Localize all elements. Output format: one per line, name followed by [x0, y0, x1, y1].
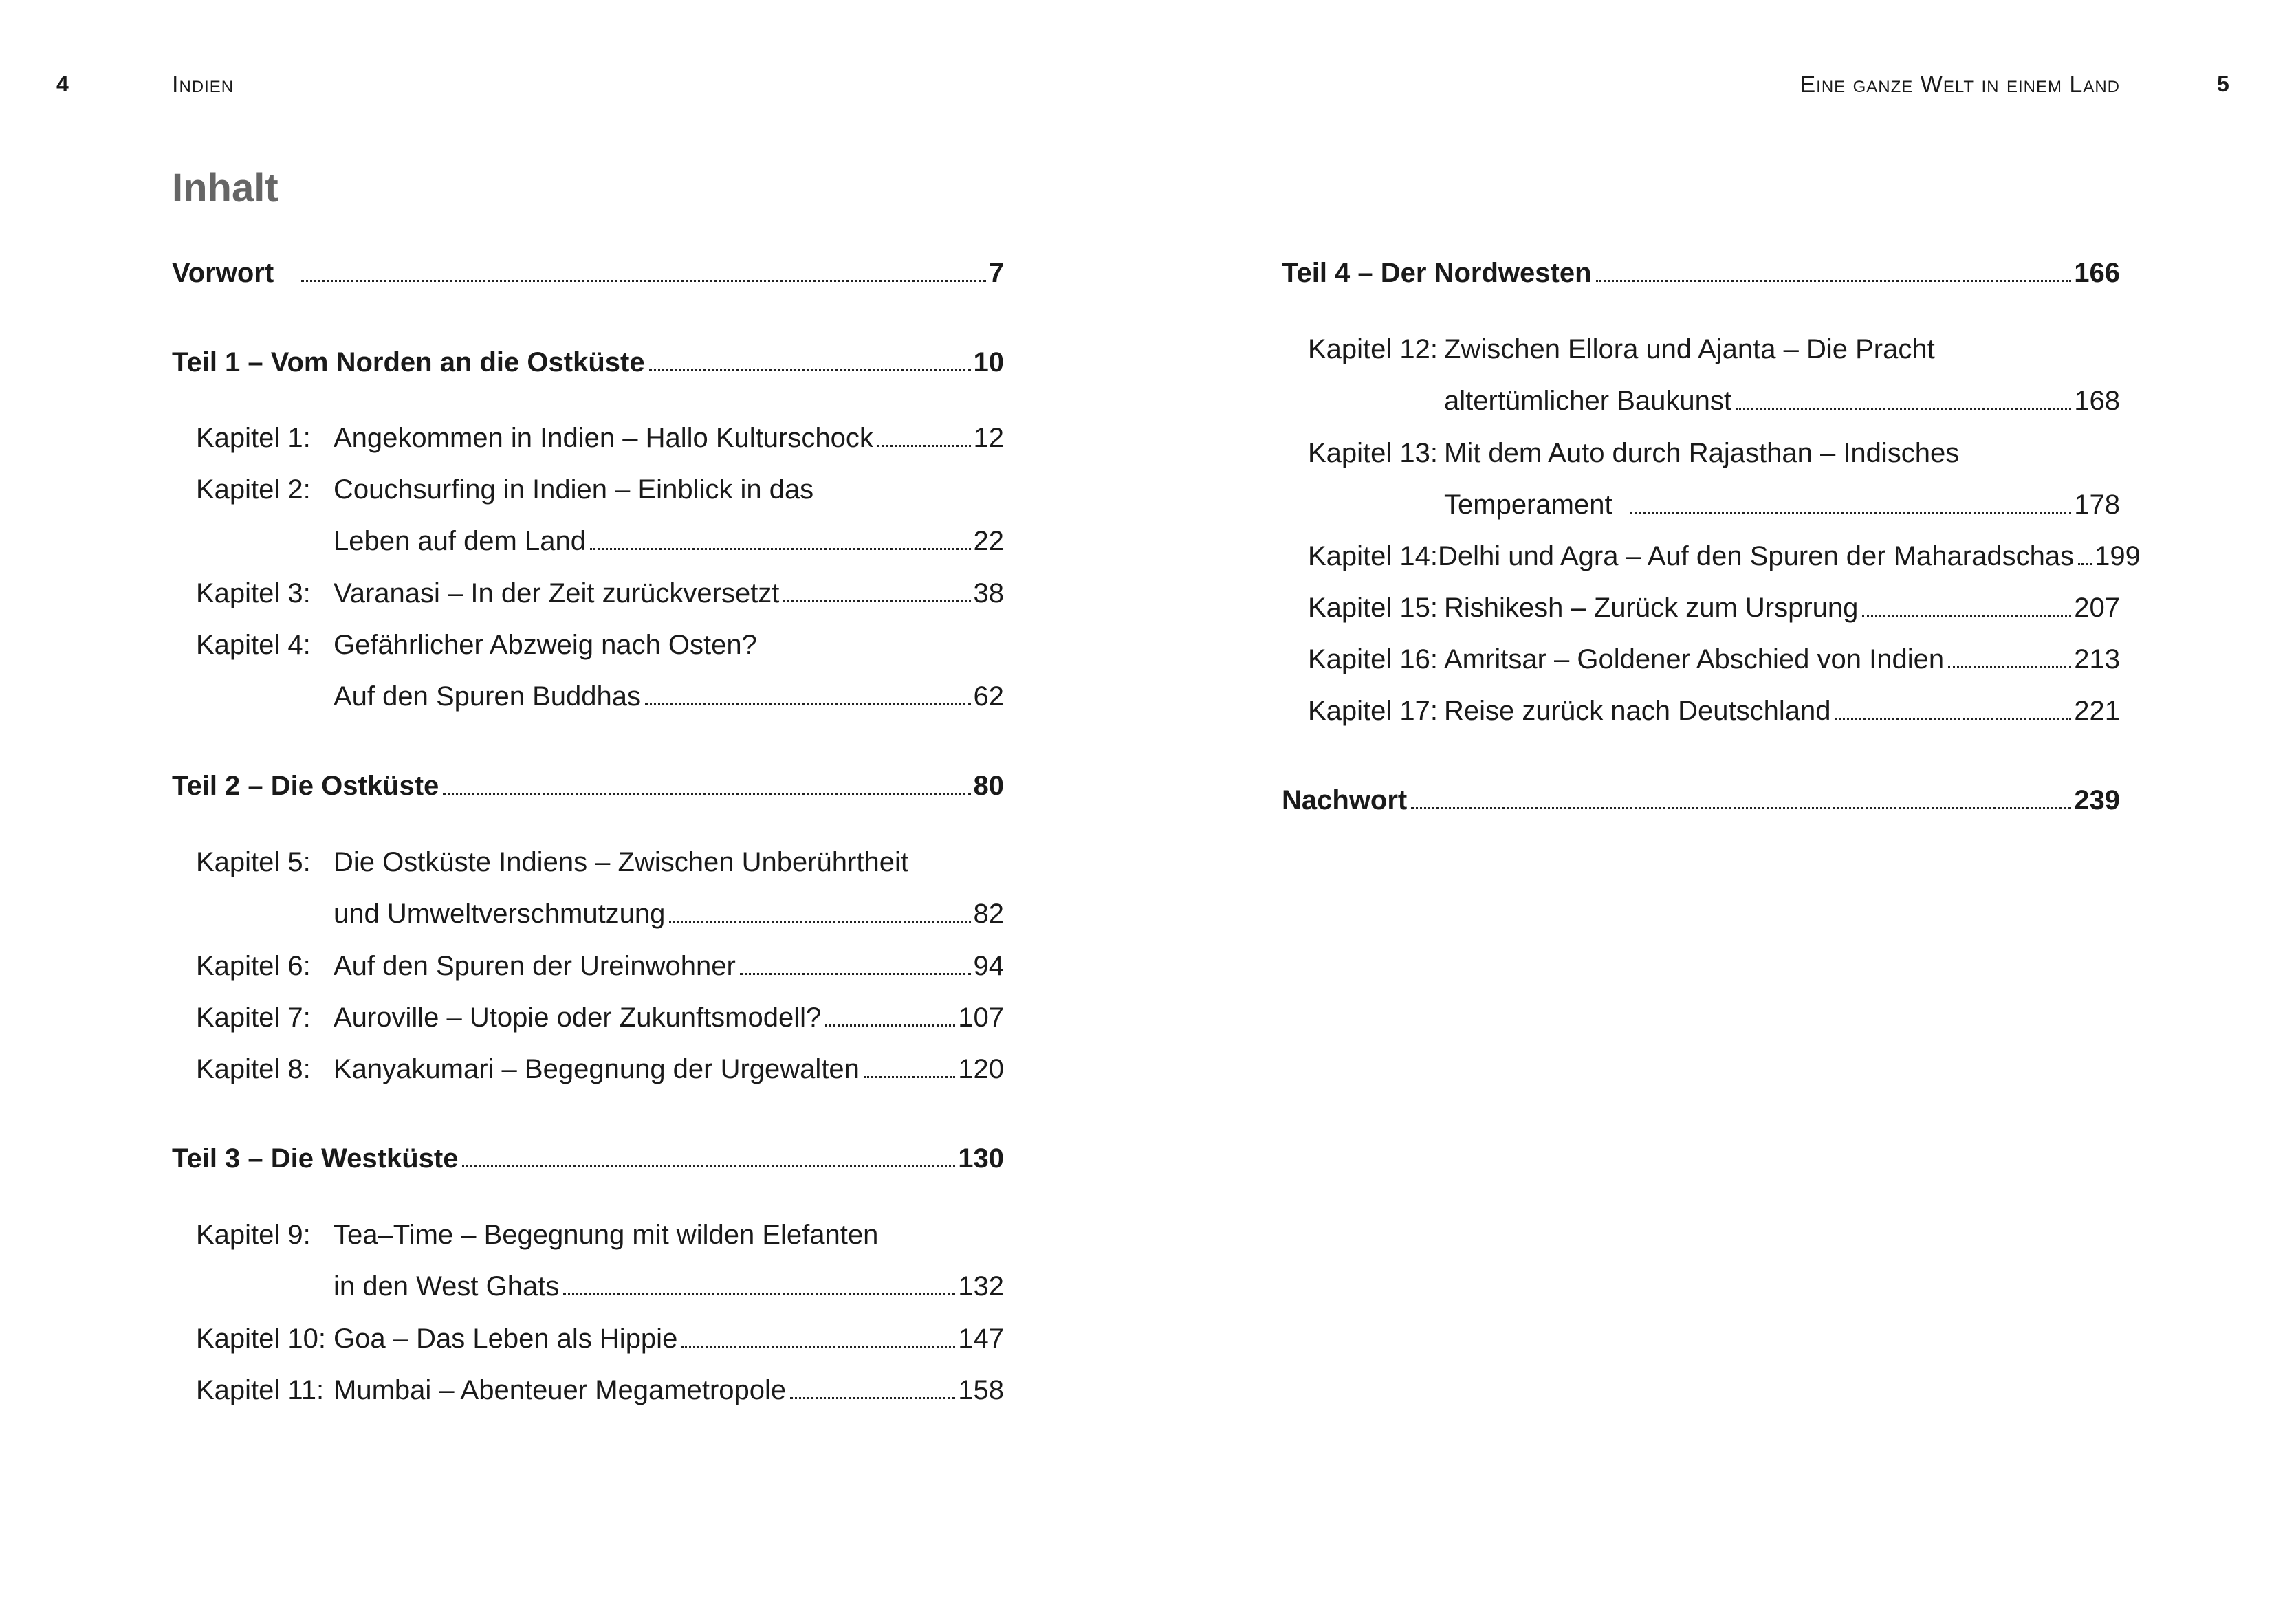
entry-title-line2: altertümlicher Baukunst: [1444, 386, 1731, 416]
toc-entry-kapitel-3[interactable]: [196, 576, 1004, 611]
entry-page: 132: [958, 1271, 1004, 1302]
entry-label: Kapitel 13:: [1308, 438, 1439, 468]
entry-page: 12: [973, 423, 1004, 453]
toc-entry-kapitel-17[interactable]: [1308, 694, 2120, 728]
entry-label: Kapitel 3:: [196, 578, 311, 608]
entry-page: 213: [2074, 644, 2120, 674]
entry-title: Teil 1 – Vom Norden an die Ostküste: [172, 347, 645, 377]
entry-title-line1: Couchsurfing in Indien – Einblick in das: [334, 474, 814, 505]
toc-entry-kapitel-16[interactable]: [1308, 642, 2120, 677]
right-page-number: 5: [2217, 72, 2229, 96]
entry-title: Teil 3 – Die Westküste: [172, 1143, 459, 1174]
entry-page: 82: [973, 899, 1004, 929]
dot-leader: [681, 1346, 955, 1348]
toc-entry-kapitel-2-cont[interactable]: [334, 524, 1004, 558]
toc-entry-kapitel-4[interactable]: [196, 628, 1004, 662]
dot-leader: [669, 921, 970, 923]
entry-title-line2: Leben auf dem Land: [334, 526, 586, 556]
entry-title: Mumbai – Abenteuer Megametropole: [334, 1375, 787, 1405]
dot-leader: [740, 973, 971, 975]
entry-label: Kapitel 5:: [196, 847, 311, 877]
entry-label: Kapitel 17:: [1308, 696, 1439, 726]
dot-leader: [790, 1397, 955, 1399]
toc-entry-kapitel-12-cont[interactable]: [1444, 384, 2120, 418]
entry-page: 62: [973, 681, 1004, 712]
dot-leader: [783, 600, 970, 602]
entry-title: Teil 2 – Die Ostküste: [172, 771, 439, 801]
entry-title: Rishikesh – Zurück zum Ursprung: [1444, 593, 1859, 623]
entry-label: Kapitel 12:: [1308, 334, 1439, 364]
entry-title-line1: Tea–Time – Begegnung mit wilden Elefanten: [334, 1220, 879, 1250]
entry-title-line1: Mit dem Auto durch Rajasthan – Indisches: [1444, 438, 1960, 468]
entry-page: 158: [958, 1375, 1004, 1405]
entry-page: 22: [973, 526, 1004, 556]
entry-title: Delhi und Agra – Auf den Spuren der Maharadschas: [1438, 541, 2075, 571]
toc-entry-kapitel-2[interactable]: [196, 472, 1004, 507]
dot-leader: [462, 1165, 955, 1167]
dot-leader: [563, 1293, 955, 1295]
toc-entry-kapitel-8[interactable]: [196, 1052, 1004, 1086]
dot-leader: [1948, 666, 2071, 668]
entry-label: Kapitel 6:: [196, 951, 311, 981]
entry-page: 130: [958, 1143, 1004, 1174]
entry-page: 120: [958, 1054, 1004, 1084]
dot-leader: [2078, 563, 2092, 565]
dot-leader: [1862, 615, 2071, 617]
left-page-number: 4: [56, 72, 69, 96]
entry-page: 168: [2074, 386, 2120, 416]
entry-title-line1: Gefährlicher Abzweig nach Osten?: [334, 630, 757, 660]
entry-title: Auroville – Utopie oder Zukunftsmodell?: [334, 1002, 822, 1033]
entry-page: 207: [2074, 593, 2120, 623]
entry-page: 38: [973, 578, 1004, 608]
entry-page: 147: [958, 1324, 1004, 1354]
toc-entry-kapitel-1[interactable]: [196, 421, 1004, 455]
dot-leader: [1835, 718, 2072, 720]
entry-label: Kapitel 8:: [196, 1054, 311, 1084]
entry-title: Reise zurück nach Deutschland: [1444, 696, 1831, 726]
toc-entry-kapitel-9-cont[interactable]: [334, 1269, 1004, 1304]
entry-title: Angekommen in Indien – Hallo Kulturschock: [334, 423, 873, 453]
entry-label: Kapitel 16:: [1308, 644, 1439, 674]
entry-title-line1: Die Ostküste Indiens – Zwischen Unberührtheit: [334, 847, 908, 877]
entry-page: 166: [2074, 258, 2120, 288]
dot-leader: [649, 369, 971, 371]
entry-title: Nachwort: [1282, 785, 1408, 815]
dot-leader: [1630, 512, 2072, 514]
entry-label: Kapitel 15:: [1308, 593, 1439, 623]
entry-label: Kapitel 11:: [196, 1375, 325, 1405]
entry-page: 7: [988, 258, 1004, 288]
entry-label: Kapitel 7:: [196, 1002, 311, 1033]
entry-title: Goa – Das Leben als Hippie: [334, 1324, 678, 1354]
toc-entry-kapitel-6[interactable]: [196, 949, 1004, 983]
toc-entry-teil-1[interactable]: [172, 345, 1004, 380]
entry-title-line1: Zwischen Ellora und Ajanta – Die Pracht: [1444, 334, 1935, 364]
entry-title: Kanyakumari – Begegnung der Urgewalten: [334, 1054, 860, 1084]
entry-title-line2: Auf den Spuren Buddhas: [334, 681, 642, 712]
dot-leader: [590, 548, 971, 550]
toc-entry-teil-2[interactable]: [172, 769, 1004, 803]
entry-label: Kapitel 9:: [196, 1220, 311, 1250]
toc-entry-kapitel-13[interactable]: [1308, 436, 2120, 470]
dot-leader: [301, 280, 986, 282]
entry-page: 94: [973, 951, 1004, 981]
entry-title: Vorwort: [172, 258, 274, 288]
dot-leader: [864, 1076, 955, 1078]
dot-leader: [645, 703, 970, 705]
toc-entry-kapitel-10[interactable]: [196, 1321, 1004, 1356]
entry-label: Kapitel 1:: [196, 423, 311, 453]
dot-leader: [1736, 408, 2071, 410]
entry-title-line2: und Umweltverschmutzung: [334, 899, 666, 929]
toc-entry-teil-4[interactable]: [1282, 256, 2120, 290]
toc-entry-teil-3[interactable]: [172, 1141, 1004, 1176]
entry-label: Kapitel 10:: [196, 1324, 327, 1354]
entry-title-line2: Temperament: [1444, 490, 1612, 520]
entry-label: Kapitel 4:: [196, 630, 311, 660]
dot-leader: [825, 1024, 955, 1027]
toc-entry-nachwort[interactable]: [1282, 783, 2120, 818]
entry-page: 80: [973, 771, 1004, 801]
entry-page: 107: [958, 1002, 1004, 1033]
entry-page: 239: [2074, 785, 2120, 815]
toc-entry-kapitel-9[interactable]: [196, 1218, 1004, 1252]
toc-entry-kapitel-11[interactable]: [196, 1373, 1004, 1407]
entry-title: Teil 4 – Der Nordwesten: [1282, 258, 1592, 288]
dot-leader: [1411, 807, 2071, 809]
toc-entry-kapitel-4-cont[interactable]: [334, 679, 1004, 714]
entry-title-line2: in den West Ghats: [334, 1271, 560, 1302]
toc-title: Inhalt: [172, 166, 278, 210]
toc-entry-kapitel-7[interactable]: [196, 1000, 1004, 1035]
entry-page: 10: [973, 347, 1004, 377]
entry-page: 221: [2074, 696, 2120, 726]
entry-title: Auf den Spuren der Ureinwohner: [334, 951, 736, 981]
dot-leader: [1596, 280, 2072, 282]
toc-entry-kapitel-12[interactable]: [1308, 332, 2120, 366]
entry-title: Varanasi – In der Zeit zurückversetzt: [334, 578, 780, 608]
toc-entry-kapitel-5-cont[interactable]: [334, 897, 1004, 931]
toc-entry-kapitel-15[interactable]: [1308, 591, 2120, 625]
entry-label: Kapitel 2:: [196, 474, 311, 505]
dot-leader: [877, 445, 971, 447]
entry-title: Amritsar – Goldener Abschied von Indien: [1444, 644, 1945, 674]
toc-entry-vorwort[interactable]: [172, 256, 1004, 290]
left-running-head: Indien: [172, 72, 234, 98]
entry-page: 199: [2095, 541, 2141, 571]
toc-entry-kapitel-14[interactable]: [1308, 539, 2141, 573]
entry-page: 178: [2074, 490, 2120, 520]
toc-entry-kapitel-13-cont[interactable]: [1444, 487, 2120, 522]
dot-leader: [443, 793, 970, 795]
toc-entry-kapitel-5[interactable]: [196, 845, 1004, 879]
entry-label: Kapitel 14:: [1308, 541, 1439, 571]
right-running-head: Eine ganze Welt in einem Land: [1800, 72, 2120, 98]
